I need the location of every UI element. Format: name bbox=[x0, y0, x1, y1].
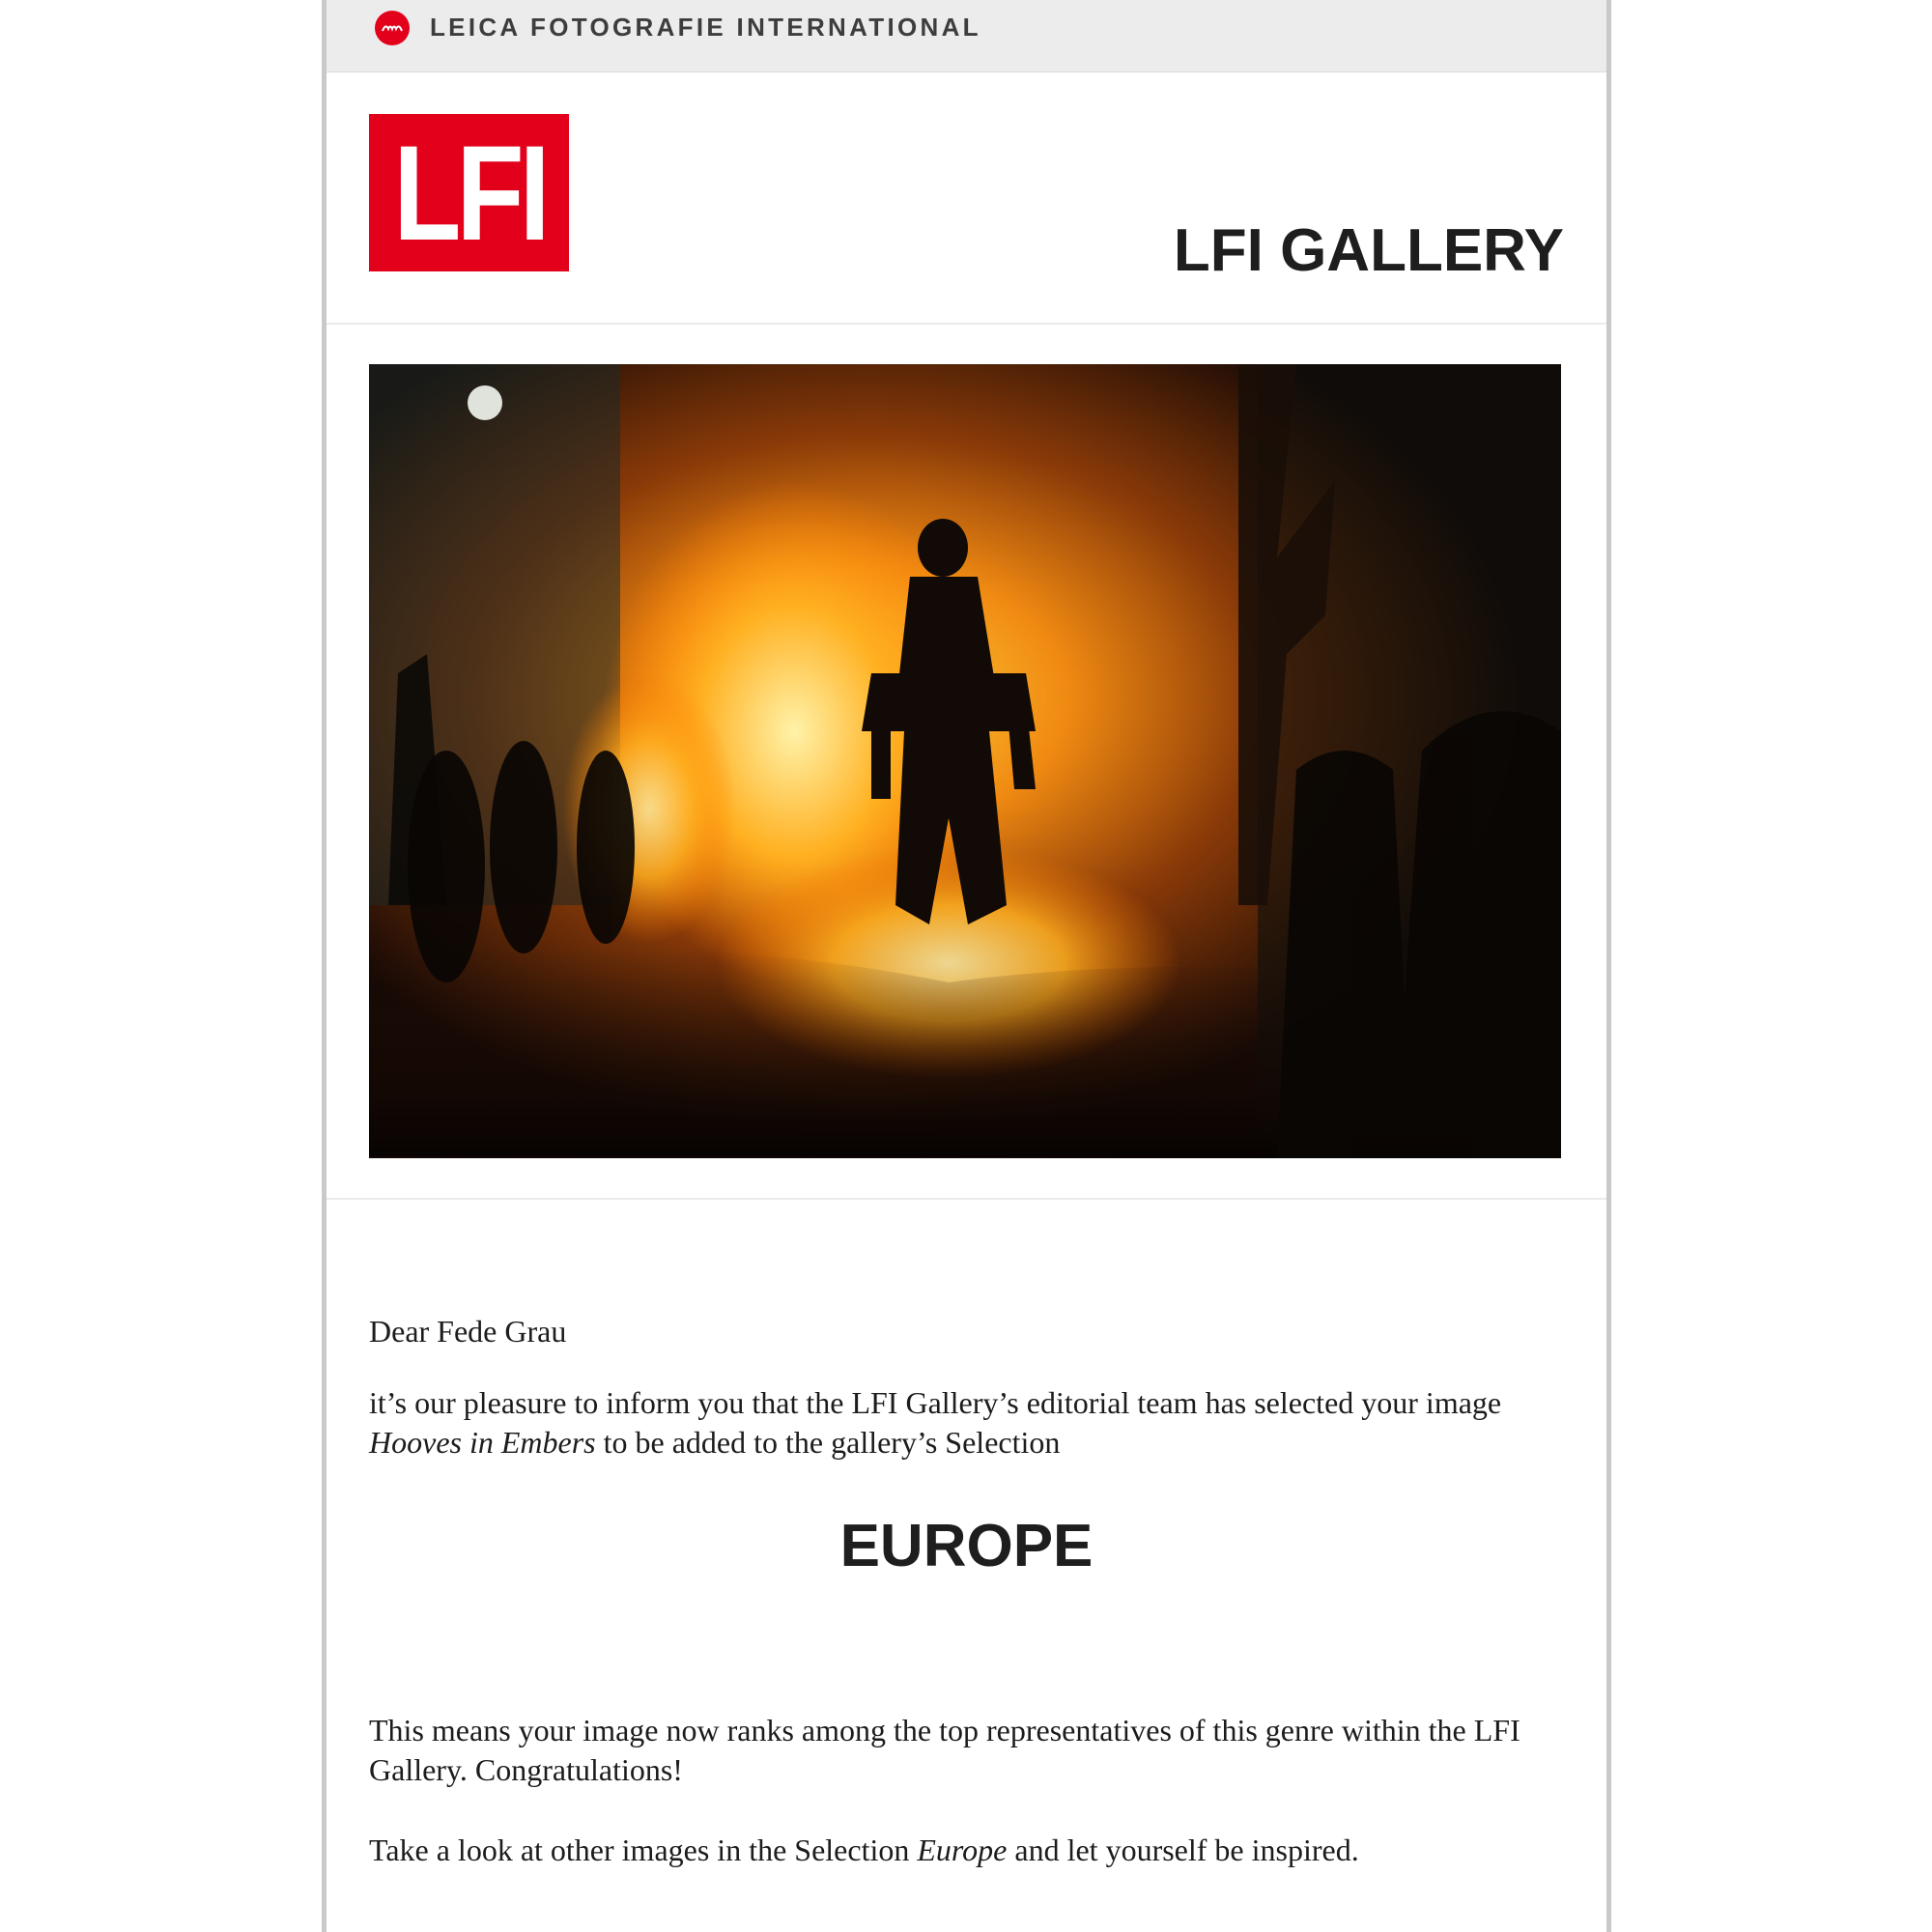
cta-paragraph bbox=[369, 1831, 1567, 1870]
cta-text-1: Take a look at other images in the Selection bbox=[369, 1833, 918, 1867]
header-divider bbox=[327, 323, 1606, 325]
leica-logo-icon bbox=[375, 11, 410, 45]
intro-text-1: it’s our pleasure to inform you that the LFI Gallery’s editorial team has selected your image bbox=[369, 1385, 1502, 1420]
intro-paragraph bbox=[369, 1383, 1567, 1463]
image-title: Hooves in Embers bbox=[369, 1425, 596, 1460]
lfi-logo-text: LFI bbox=[392, 117, 546, 269]
cta-text-2: and let yourself be inspired. bbox=[1007, 1833, 1359, 1867]
photo-divider bbox=[327, 1198, 1606, 1200]
brand-header-bar bbox=[327, 0, 1606, 72]
ranking-paragraph: This means your image now ranks among the top representatives of this genre within the LFI Gallery. Congratulations! bbox=[369, 1713, 1520, 1787]
featured-photo[interactable] bbox=[369, 364, 1561, 1158]
email-body bbox=[322, 0, 1611, 1932]
lfi-logo[interactable] bbox=[369, 114, 569, 271]
selection-link[interactable]: Europe bbox=[917, 1833, 1008, 1867]
intro-text-2: to be added to the gallery’s Selection bbox=[595, 1425, 1061, 1460]
greeting: Dear Fede Grau bbox=[369, 1314, 567, 1349]
gallery-title: LFI GALLERY bbox=[1173, 217, 1564, 284]
selection-name: EUROPE bbox=[839, 1513, 1094, 1579]
brand-line: LEICA FOTOGRAFIE INTERNATIONAL bbox=[430, 13, 981, 42]
